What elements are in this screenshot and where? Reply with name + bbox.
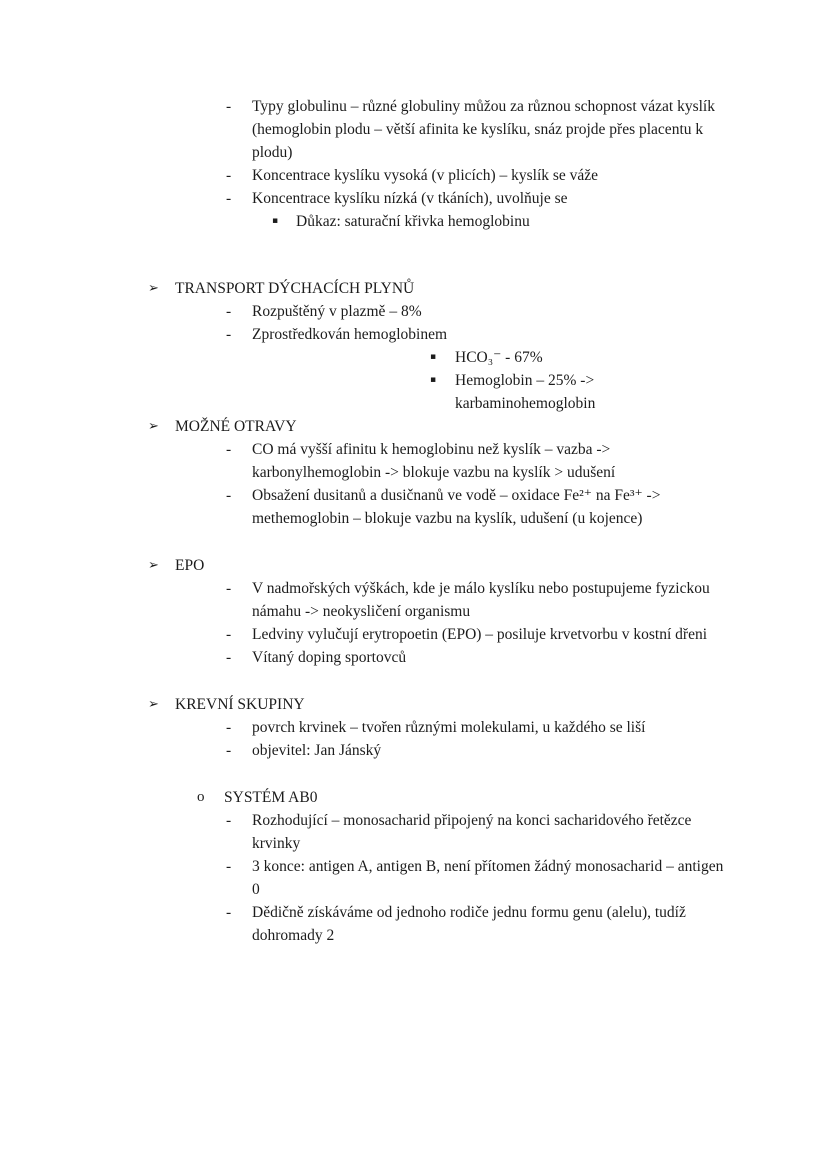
list-item	[430, 346, 732, 369]
list-item	[226, 646, 732, 669]
list-item	[430, 369, 732, 415]
bullet-square1-icon: ▪	[272, 216, 279, 226]
item-text: KREVNÍ SKUPINY	[175, 696, 305, 713]
bullet-arrow-icon: ➢	[148, 697, 159, 712]
bullet-arrow-icon: ➢	[148, 419, 159, 434]
bullet-dash-icon: -	[226, 858, 232, 875]
section-heading	[148, 693, 732, 716]
item-text: SYSTÉM AB0	[224, 789, 318, 806]
bullet-dash-icon: -	[226, 904, 232, 921]
list-item	[226, 623, 732, 646]
list-item	[226, 716, 732, 739]
list-item	[226, 577, 732, 623]
item-text: CO má vyšší afinitu k hemoglobinu než kyslík – vazba -> karbonylhemoglobin -> blokuje vazbu na kyslík > udušení	[252, 441, 616, 481]
item-text: Vítaný doping sportovců	[252, 649, 407, 666]
item-text: TRANSPORT DÝCHACÍCH PLYNŮ	[175, 280, 415, 297]
vertical-spacer	[0, 762, 828, 786]
bullet-dash-icon: -	[226, 742, 232, 759]
item-text: Dědičně získáváme od jednoho rodiče jednu formu genu (alelu), tudíž dohromady 2	[252, 904, 686, 944]
item-text: Důkaz: saturační křivka hemoglobinu	[296, 213, 530, 230]
item-text: MOŽNÉ OTRAVY	[175, 418, 297, 435]
bullet-circle-icon: o	[197, 789, 205, 805]
bullet-dash-icon: -	[226, 580, 232, 597]
item-text: 3 konce: antigen A, antigen B, není přítomen žádný monosacharid – antigen 0	[252, 858, 724, 898]
item-text: objevitel: Jan Jánský	[252, 742, 382, 759]
item-text: Koncentrace kyslíku nízká (v tkáních), uvolňuje se	[252, 190, 568, 207]
bullet-dash-icon: -	[226, 303, 232, 320]
item-text: Typy globulinu – různé globuliny můžou za různou schopnost vázat kyslík (hemoglobin plodu – větší afinita ke kyslíku, snáz projde přes placentu k plodu)	[252, 98, 715, 161]
list-item	[226, 901, 732, 947]
item-text: Ledviny vylučují erytropoetin (EPO) – posiluje krvetvorbu v kostní dřeni	[252, 626, 708, 643]
list-item	[226, 187, 732, 210]
vertical-spacer	[0, 530, 828, 554]
section-heading	[148, 554, 732, 577]
bullet-dash-icon: -	[226, 649, 232, 666]
item-text: Obsažení dusitanů a dusičnanů ve vodě – oxidace Fe²⁺ na Fe³⁺ -> methemoglobin – blokuje vazbu na kyslík, udušení (u kojence)	[252, 487, 661, 527]
section-heading	[148, 277, 732, 300]
list-item	[226, 164, 732, 187]
vertical-spacer	[0, 233, 828, 277]
list-item	[226, 300, 732, 323]
bullet-dash-icon: -	[226, 441, 232, 458]
section-heading	[148, 415, 732, 438]
item-text: Rozhodující – monosacharid připojený na konci sacharidového řetězce krvinky	[252, 812, 692, 852]
item-text: Rozpuštěný v plazmě – 8%	[252, 303, 422, 320]
list-item	[272, 210, 732, 233]
bullet-arrow-icon: ➢	[148, 281, 159, 296]
list-item	[226, 438, 732, 484]
item-text: Hemoglobin – 25% -> karbaminohemoglobin	[455, 372, 596, 412]
vertical-spacer	[0, 669, 828, 693]
item-text: Zprostředkován hemoglobinem	[252, 326, 447, 343]
bullet-dash-icon: -	[226, 487, 232, 504]
bullet-dash-icon: -	[226, 167, 232, 184]
item-text: EPO	[175, 557, 205, 574]
list-item	[226, 855, 732, 901]
bullet-dash-icon: -	[226, 719, 232, 736]
list-item	[226, 484, 732, 530]
bullet-arrow-icon: ➢	[148, 558, 159, 573]
list-item	[226, 809, 732, 855]
bullet-dash-icon: -	[226, 626, 232, 643]
section-heading	[197, 786, 732, 809]
bullet-dash-icon: -	[226, 326, 232, 343]
list-item	[226, 739, 732, 762]
bullet-square2-icon: ▪	[430, 352, 437, 362]
item-text: HCO₃⁻ - 67%	[455, 349, 543, 366]
bullet-dash-icon: -	[226, 98, 232, 115]
list-item	[226, 95, 732, 164]
item-text: Koncentrace kyslíku vysoká (v plicích) – kyslík se váže	[252, 167, 599, 184]
bullet-dash-icon: -	[226, 190, 232, 207]
bullet-square2-icon: ▪	[430, 375, 437, 385]
bullet-dash-icon: -	[226, 812, 232, 829]
list-item	[226, 323, 732, 346]
item-text: V nadmořských výškách, kde je málo kyslíku nebo postupujeme fyzickou námahu -> neokysličení organismu	[252, 580, 710, 620]
item-text: povrch krvinek – tvořen různými molekulami, u každého se liší	[252, 719, 646, 736]
